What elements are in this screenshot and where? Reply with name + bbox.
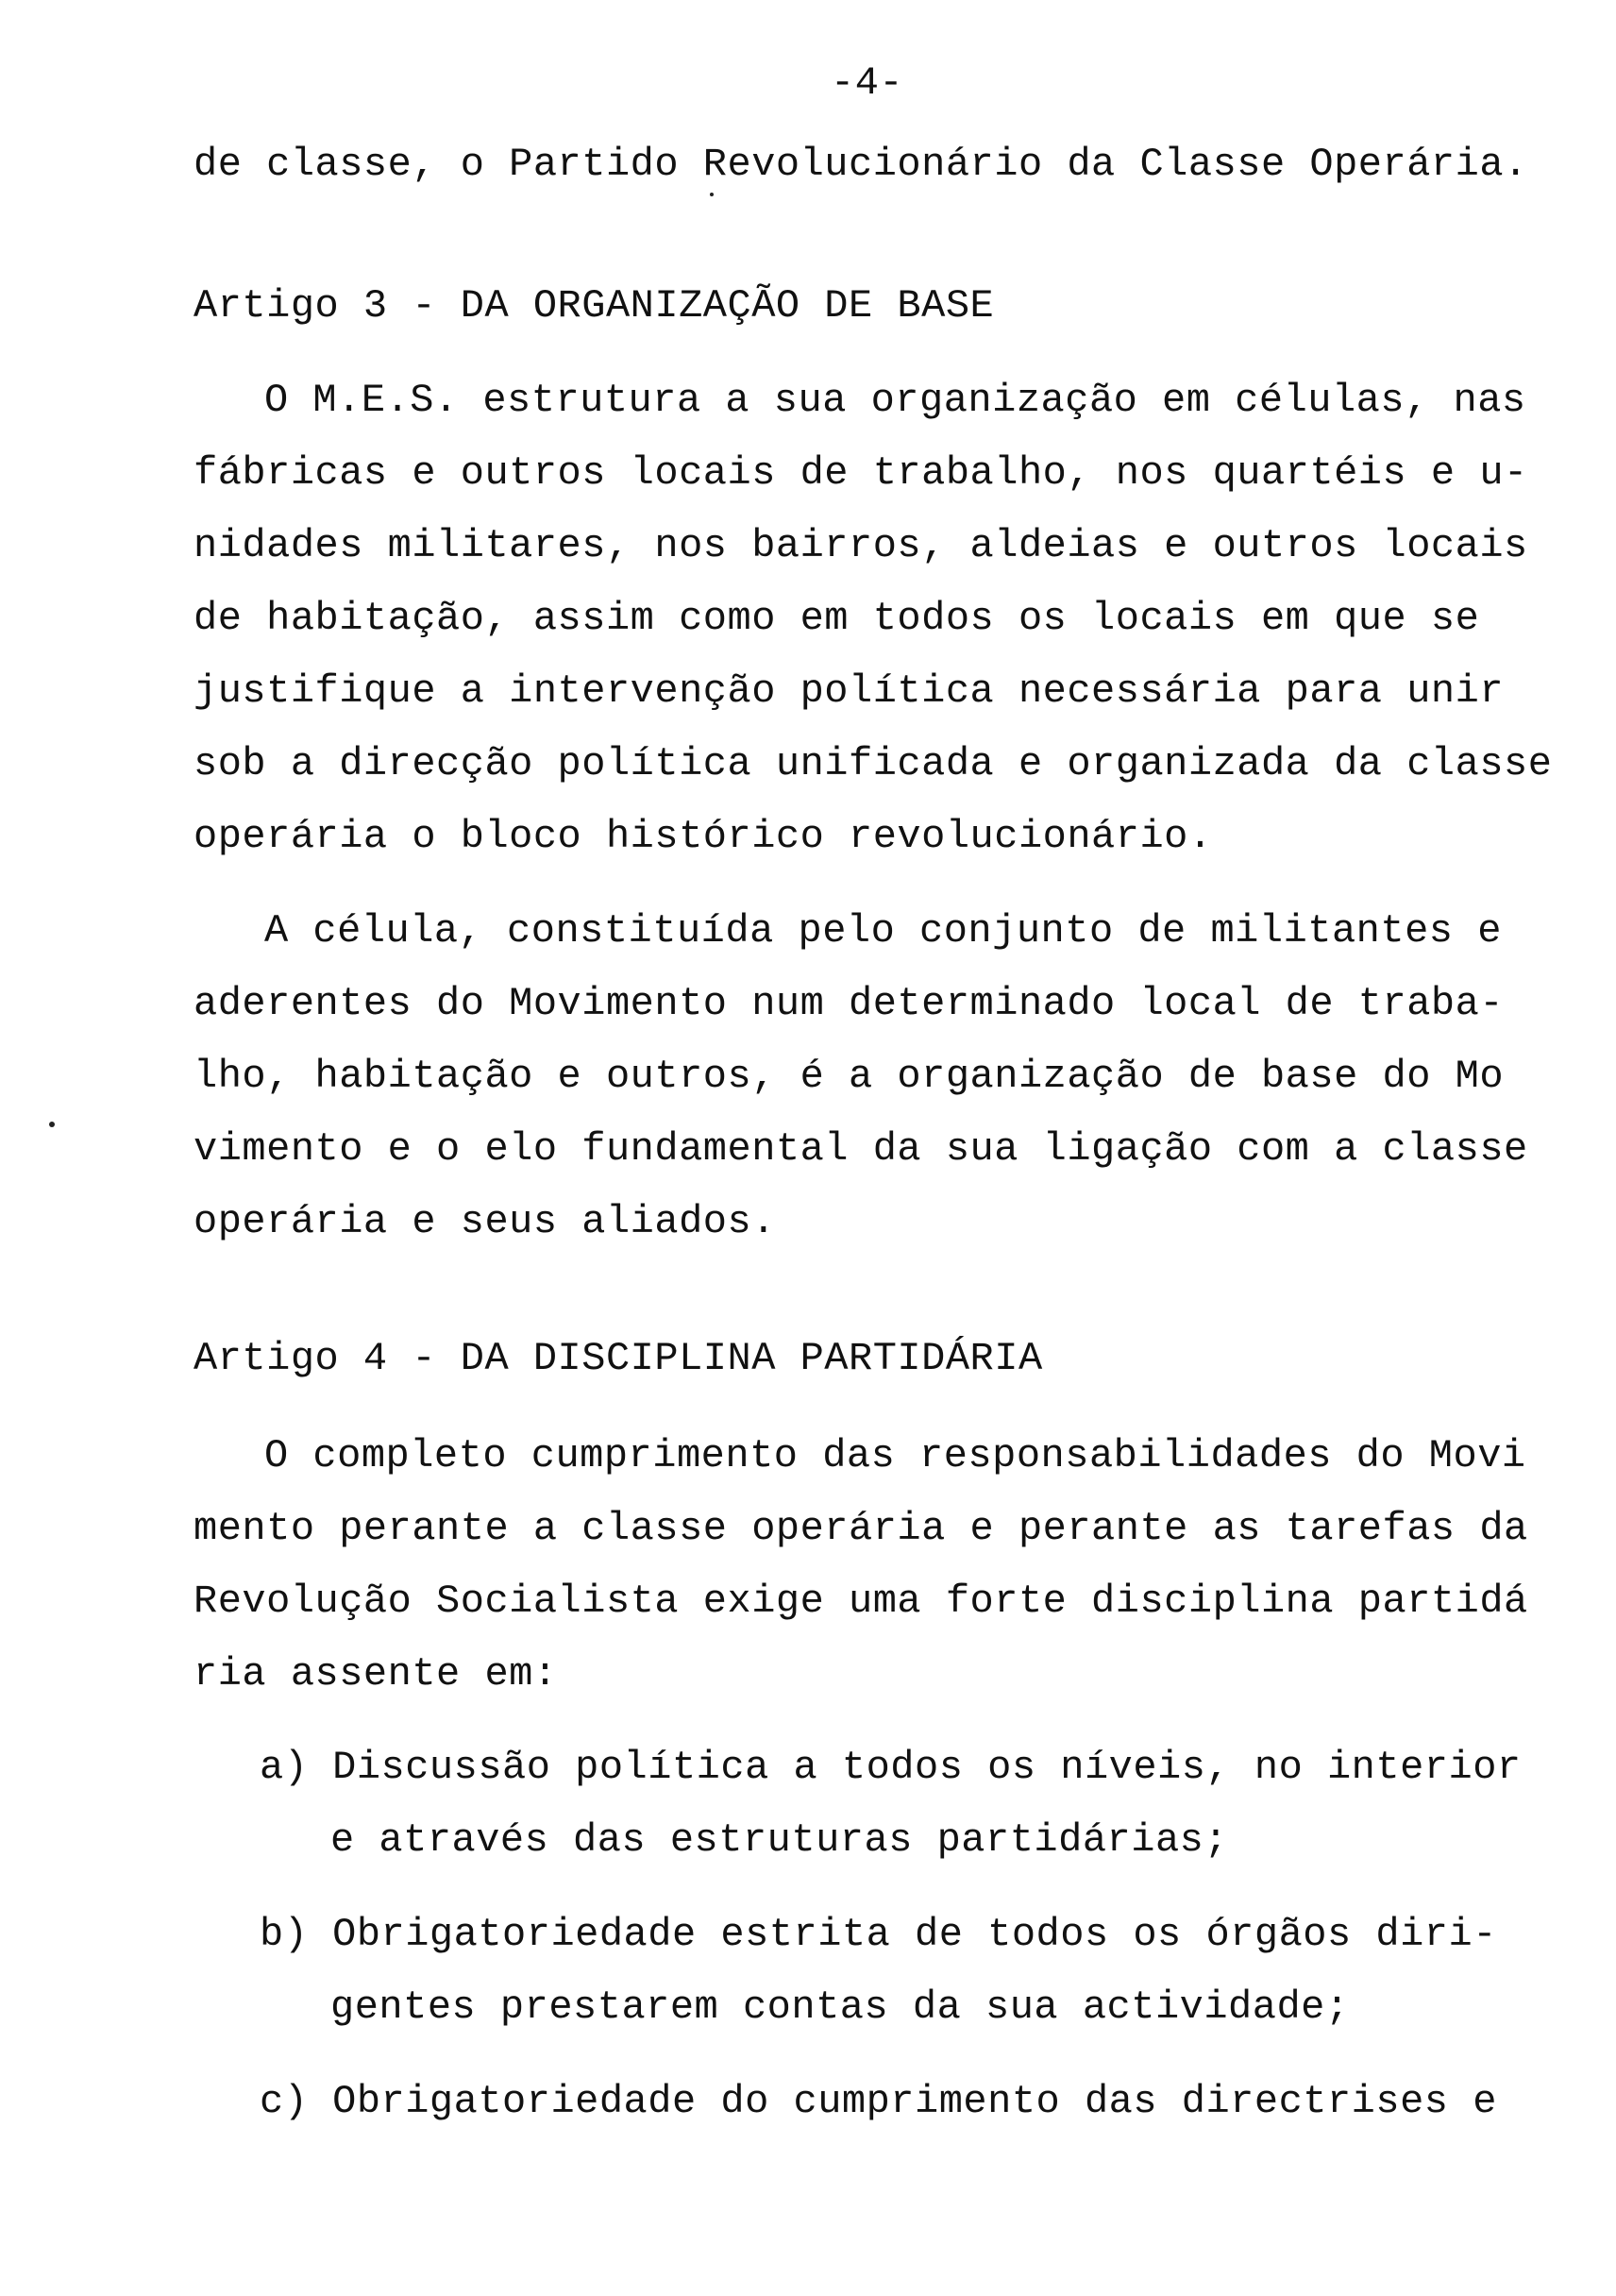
article-3-p2-line-5: operária e seus aliados.	[194, 1199, 776, 1244]
article-4-p1-line-1: O completo cumprimento das responsabilidades do Movi	[264, 1433, 1526, 1478]
article-3-p1-line-1: O M.E.S. estrutura a sua organização em células, nas	[264, 378, 1526, 423]
article-3-p1-line-4: de habitação, assim como em todos os locais em que se	[194, 596, 1480, 641]
page-number: -4-	[831, 60, 904, 106]
scan-speck	[710, 193, 714, 196]
article-4-p1-line-3: Revolução Socialista exige uma forte disciplina partidá	[194, 1578, 1528, 1624]
article-3-p1-line-2: fábricas e outros locais de trabalho, nos quartéis e u-	[194, 450, 1528, 496]
article-3-p1-line-7: operária o bloco histórico revolucionário.	[194, 814, 1213, 859]
article-3-p2-line-1: A célula, constituída pelo conjunto de militantes e	[264, 908, 1502, 954]
scan-speck	[49, 1122, 55, 1127]
article-4-item-a-line-1: a) Discussão política a todos os níveis, no interior	[260, 1745, 1522, 1790]
article-4-item-a-line-2: e através das estruturas partidárias;	[330, 1817, 1229, 1863]
article-4-item-b-line-2: gentes prestarem contas da sua actividade;	[330, 1984, 1350, 2030]
article-3-p2-line-4: vimento e o elo fundamental da sua ligação com a classe	[194, 1126, 1528, 1172]
article-4-item-b-line-1: b) Obrigatoriedade estrita de todos os órgãos diri-	[260, 1912, 1497, 1957]
article-3-p2-line-3: lho, habitação e outros, é a organização de base do Mo	[194, 1054, 1505, 1099]
article-3-p1-line-6: sob a direcção política unificada e organizada da classe	[194, 741, 1553, 786]
article-3-p2-line-2: aderentes do Movimento num determinado local de traba-	[194, 981, 1505, 1026]
article-4-p1-line-2: mento perante a classe operária e perante as tarefas da	[194, 1506, 1528, 1551]
article-3-p1-line-5: justifique a intervenção política necessária para unir	[194, 668, 1505, 714]
article-4-p1-line-4: ria assente em:	[194, 1651, 558, 1697]
article-3-p1-line-3: nidades militares, nos bairros, aldeias e outros locais	[194, 523, 1528, 568]
article-4-item-c-line-1: c) Obrigatoriedade do cumprimento das directrises e	[260, 2079, 1497, 2124]
article-3-heading: Artigo 3 - DA ORGANIZAÇÃO DE BASE	[194, 283, 995, 329]
intro-line: de classe, o Partido Revolucionário da Classe Operária.	[194, 142, 1528, 187]
article-4-heading: Artigo 4 - DA DISCIPLINA PARTIDÁRIA	[194, 1336, 1043, 1381]
